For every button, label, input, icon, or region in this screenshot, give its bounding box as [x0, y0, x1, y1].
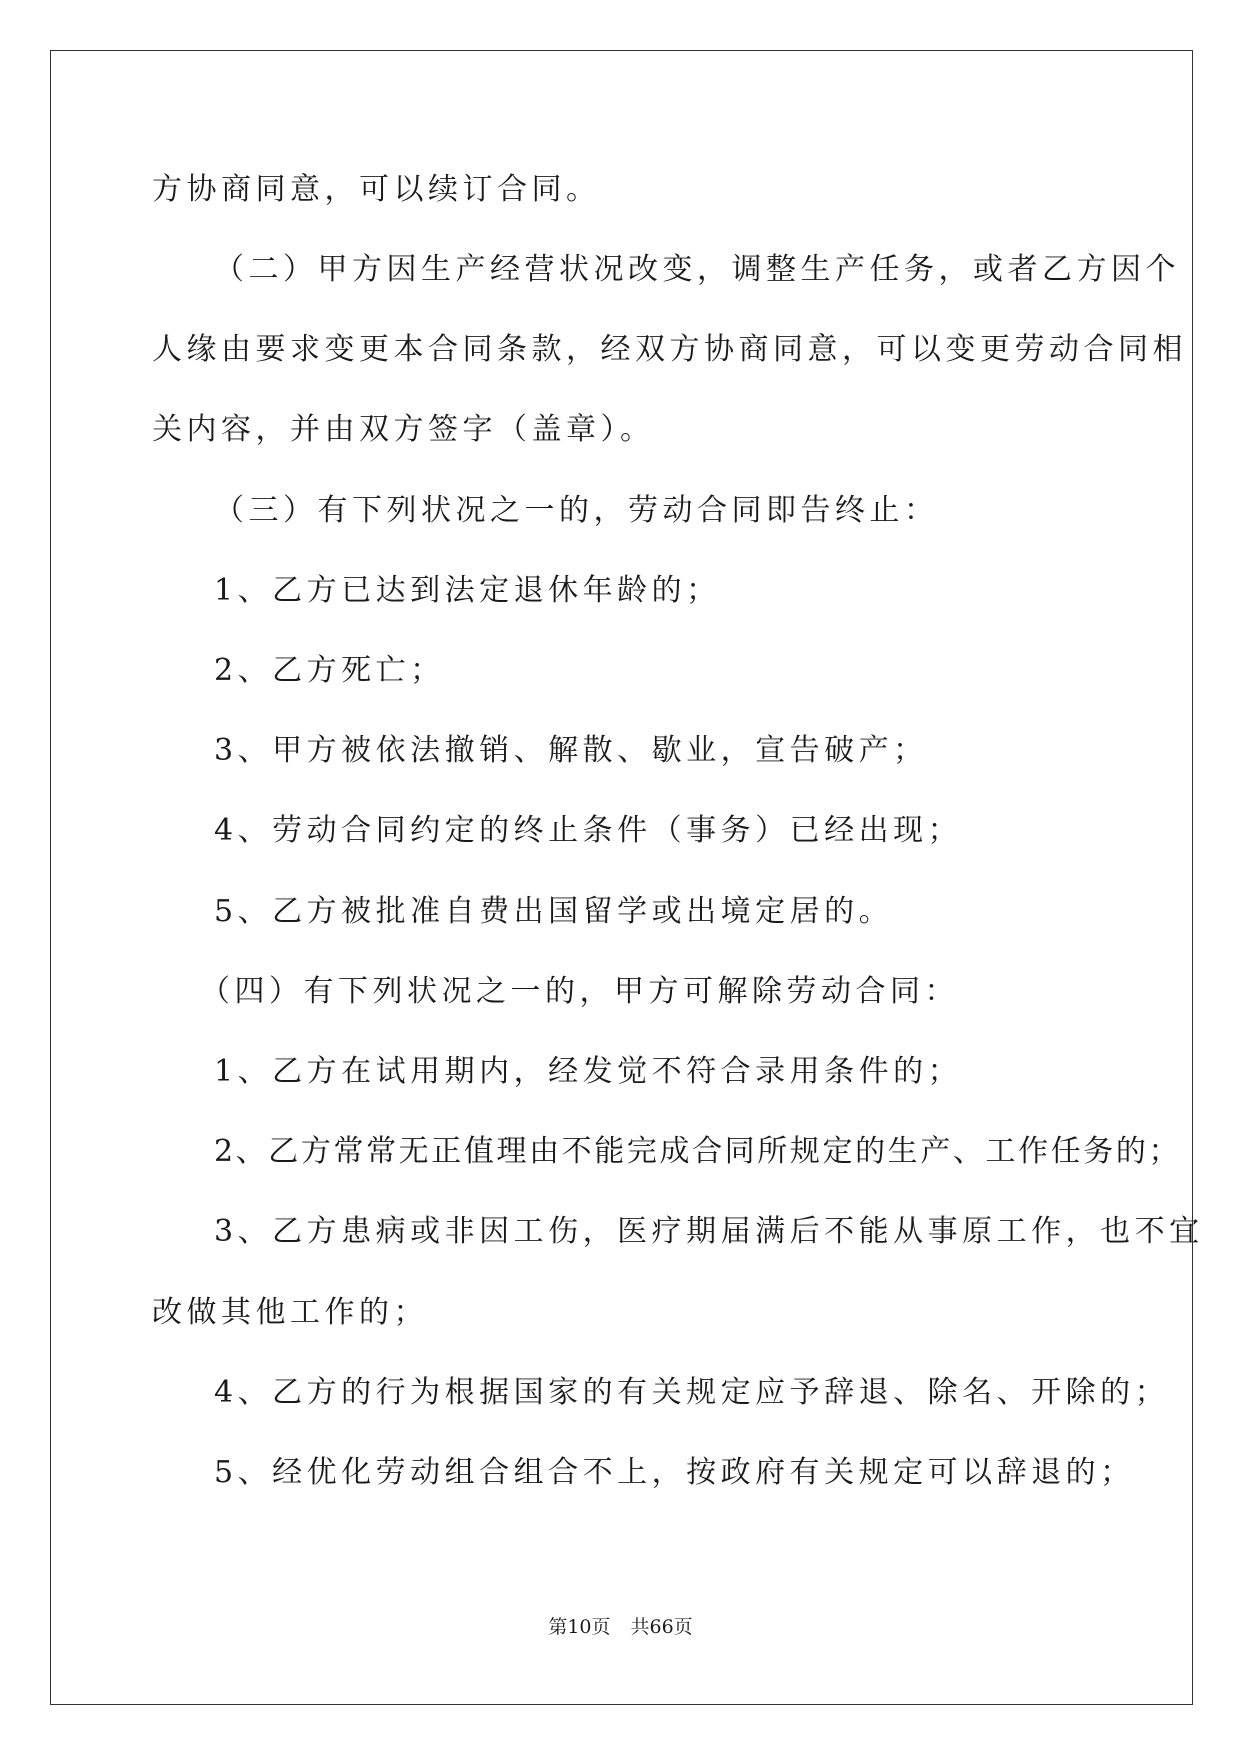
text-line: （二）甲方因生产经营状况改变，调整生产任务，或者乙方因个 — [214, 252, 1180, 287]
page-footer — [0, 1615, 1241, 1639]
text-line: 2、乙方常常无正值理由不能完成合同所规定的生产、工作任务的； — [214, 1134, 1182, 1169]
text-line: 3、乙方患病或非因工伤，医疗期届满后不能从事原工作，也不宜 — [214, 1214, 1204, 1249]
text-line: （四）有下列状况之一的，甲方可解除劳动合同： — [200, 974, 959, 1009]
text-line: 5、乙方被批准自费出国留学或出境定居的。 — [214, 894, 894, 929]
text-line: 5、经优化劳动组合组合不上，按政府有关规定可以辞退的； — [214, 1455, 1135, 1490]
text-line: 改做其他工作的； — [152, 1295, 428, 1330]
text-line: 1、乙方已达到法定退休年龄的； — [214, 573, 721, 608]
text-line: 2、乙方死亡； — [214, 653, 445, 688]
text-line: 3、甲方被依法撤销、解散、歇业，宣告破产； — [214, 733, 928, 768]
text-line: 人缘由要求变更本合同条款，经双方协商同意，可以变更劳动合同相 — [152, 332, 1187, 367]
text-line: 1、乙方在试用期内，经发觉不符合录用条件的； — [214, 1054, 963, 1089]
text-line: （三）有下列状况之一的，劳动合同即告终止： — [214, 493, 939, 528]
text-line: 4、劳动合同约定的终止条件（事务）已经出现； — [214, 813, 963, 848]
text-line: 4、乙方的行为根据国家的有关规定应予辞退、除名、开除的； — [214, 1375, 1170, 1410]
text-line: 方协商同意，可以续订合同。 — [152, 172, 601, 207]
page-number: 第10页 — [548, 1616, 611, 1638]
page-total: 共66页 — [630, 1616, 693, 1638]
text-line: 关内容，并由双方签字（盖章）。 — [152, 412, 655, 447]
